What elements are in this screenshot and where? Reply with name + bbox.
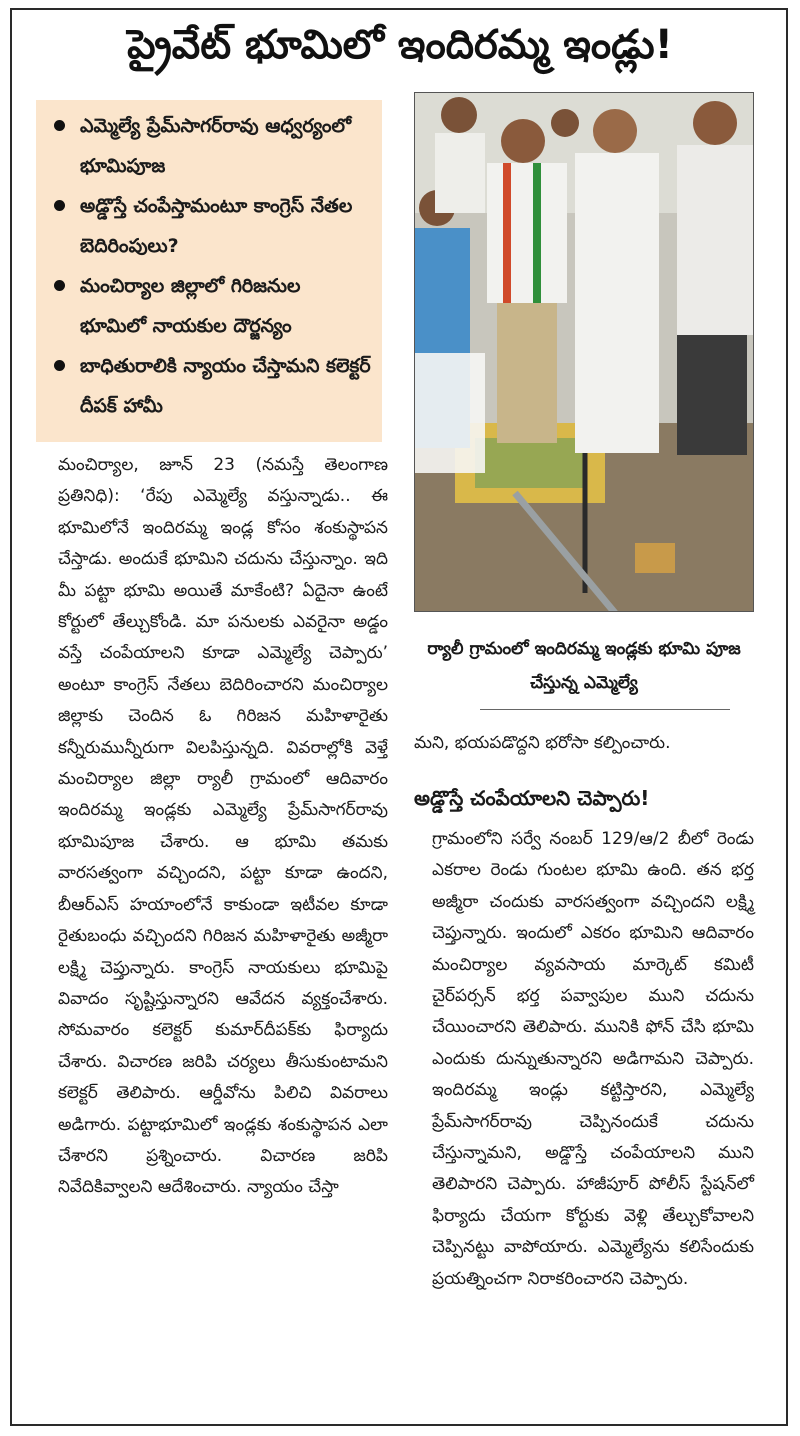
news-photo [414,92,754,612]
highlight-item [54,186,372,266]
highlight-text: ఎమ్మెల్యే ప్రేమ్‌సాగర్‌రావు ఆధ్వర్యంలో భూమిపూజ [80,115,352,177]
body-paragraph: మని, భయపడొద్దని భరోసా కల్పించారు. [414,733,671,753]
article-column-right [432,824,754,1295]
highlights-box [36,100,382,442]
highlight-item [54,266,372,346]
highlight-item [54,346,372,426]
person-center-elder [575,109,659,453]
photo-caption: ర్యాలీ గ్రామంలో ఇందిరమ్మ ఇండ్లకు భూమి పూజ చేస్తున్న ఎమ్మెల్యే [427,639,741,693]
bullet-icon [54,360,65,371]
caption-divider [480,709,730,710]
highlight-item [54,106,372,186]
foreground-arm [415,353,485,473]
bullet-icon [54,120,65,131]
bullet-icon [54,280,65,291]
headline: ప్రైవేట్ భూమిలో ఇందిరమ్మ ఇండ్లు! [127,22,673,68]
article-column-right-continued [414,728,754,759]
bullet-icon [54,200,65,211]
photo-illustration [415,93,754,612]
subheading: అడ్డొస్తే చంపేయాలని చెప్పారు! [414,786,650,810]
highlight-text: అడ్డొస్తే చంపేస్తామంటూ కాంగ్రెస్ నేతల బెదిరింపులు? [80,195,353,257]
person-right [677,101,754,455]
foundation-stone [635,543,675,573]
body-paragraph: గ్రామంలోని సర్వే నంబర్ 129/ఆ/2 బీలో రెండు ఎకరాల రెండు గుంటల భూమి ఉంది. తన భర్త అజ్మీరా చందుకు వారసత్వంగా వచ్చిందని లక్ష్మి చెప్తున్నారు. ఇందులో ఎకరం భూమిని ఆదివారం మంచిర్యాల వ్యవసాయ మార్కెట్ కమిటీ చైర్‌పర్సన్ భర్త పవ్వాపుల ముని చదును చేయించారని తెలిపారు. మునికి ఫోన్ చేసి భూమి ఎందుకు దున్నుతున్నారని అడిగామని చెప్పారు. ఇందిరమ్మ ఇండ్లు కట్టిస్తారని, ఎమ్మెల్యే ప్రేమ్‌సాగర్‌రావు చెప్పినందుకే చదును చేస్తున్నామని, అడ్డొస్తే చంపేయాలని ముని తెలిపారని చెప్పారు. హాజీపూర్ పోలీస్ స్టేషన్‌లో ఫిర్యాదు చేయగా కోర్టుకు వెళ్లి తేల్చుకోవాలని చెప్పినట్టు వాపోయారు. ఎమ్మెల్యేను కలిసేందుకు ప్రయత్నించగా నిరాకరించారని చెప్పారు. [432,829,754,1289]
article-column-left [58,450,388,1204]
person-center-left [487,119,567,443]
body-paragraph: మంచిర్యాల, జూన్ 23 (నమస్తే తెలంగాణ ప్రతినిధి): ‘రేపు ఎమ్మెల్యే వస్తున్నాడు.. ఈ భూమిలోనే ఇందిరమ్మ ఇండ్ల కోసం శంకుస్థాపన చేస్తాడు. అందుకే భూమిని చదును చేస్తున్నాం. ఇది మీ పట్టా భూమి అయితే మాకేంటి? ఏదైనా ఉంటే కోర్టులో తేల్చుకోండి. మా పనులకు ఎవరైనా అడ్డం వస్తే చంపేయాలని కూడా ఎమ్మెల్యే చెప్పారు’ అంటూ కాంగ్రెస్ నేతలు బెదిరించారని మంచిర్యాల జిల్లాకు చెందిన ఓ గిరిజన మహిళారైతు కన్నీరుమున్నీరుగా విలపిస్తున్నది. వివరాల్లోకి వెళ్తే మంచిర్యాల జిల్లా ర్యాలీ గ్రామంలో ఆదివారం ఇందిరమ్మ ఇండ్లకు ఎమ్మెల్యే ప్రేమ్‌సాగర్‌రావు భూమిపూజ చేశారు. ఆ భూమి తమకు వారసత్వంగా వచ్చిందని, పట్టా కూడా ఉందని, బీఆర్‌ఎస్ హయాంలోనే కాకుండా ఇటీవల కూడా రైతుబంధు వచ్చిందని గిరిజన మహిళారైతు అజ్మీరా లక్ష్మి చెప్తున్నారు. కాంగ్రెస్ నాయకులు భూమిపై వివాదం సృష్టిస్తున్నారని ఆవేదన వ్యక్తంచేశారు. సోమవారం కలెక్టర్ కుమార్‌దీపక్‌కు ఫిర్యాదు చేశారు. విచారణ జరిపి చర్యలు తీసుకుంటామని కలెక్టర్ తెలిపారు. ఆర్డీవోను పిలిచి వివరాలు అడిగారు. పట్టాభూమిలో ఇండ్లకు శంకుస్థాపన ఎలా చేశారని ప్రశ్నించారు. విచారణ జరిపి నివేదికివ్వాలని ఆదేశించారు. న్యాయం చేస్తా [58,455,388,1198]
highlight-text: బాధితురాలికి న్యాయం చేస్తామని కలెక్టర్ దీపక్ హామీ [80,355,371,417]
highlight-text: మంచిర్యాల జిల్లాలో గిరిజనుల భూమిలో నాయకుల దౌర్జన్యం [80,275,301,337]
